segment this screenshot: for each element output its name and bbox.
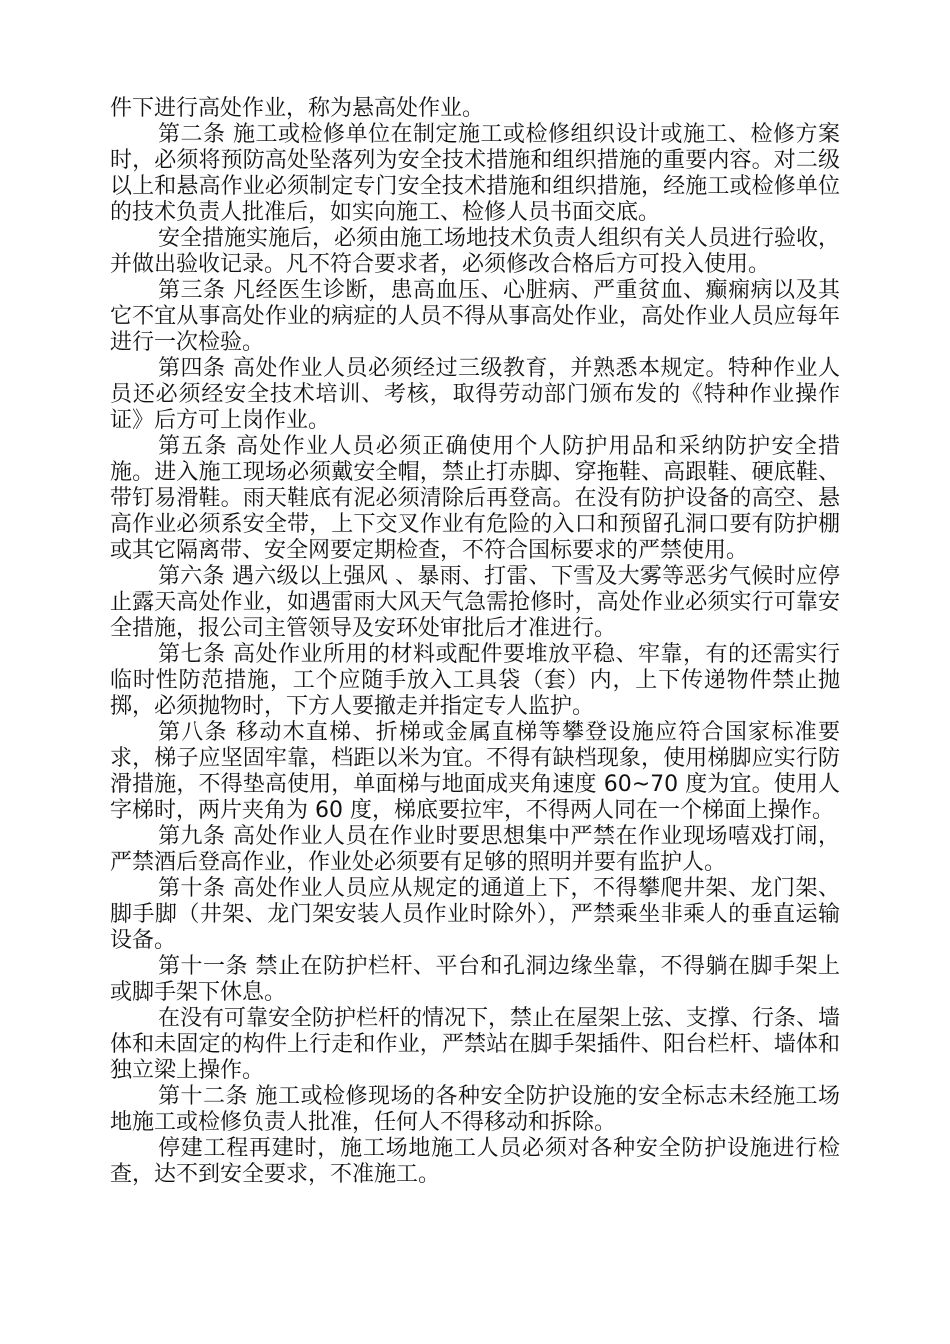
paragraph-article-8: 第八条 移动木直梯、折梯或金属直梯等攀登设施应符合国家标准要求，梯子应坚固牢靠，档距以米为宜。不得有缺档现象，使用梯脚应实行防滑措施，不得垫高使用，单面梯与地面成夹角速度 60~70 度为宜。使用人字梯时，两片夹角为 60 度，梯底要拉牢，不得两人同在一个梯面上操作。 (110, 720, 840, 823)
paragraph-article-7: 第七条 高处作业所用的材料或配件要堆放平稳、牢靠，有的还需实行临时性防范措施，工个应随手放入工具袋（套）内，上下传递物件禁止抛掷，必须抛物时，下方人要撤走并指定专人监护。 (110, 642, 840, 719)
paragraph-article-11: 第十一条 禁止在防护栏杆、平台和孔洞边缘坐靠，不得躺在脚手架上或脚手架下休息。 (110, 954, 840, 1005)
paragraph-article-9: 第九条 高处作业人员在作业时要思想集中严禁在作业现场嘻戏打闹，严禁酒后登高作业，作业处必须要有足够的照明并要有监护人。 (110, 824, 840, 875)
paragraph-article-12: 第十二条 施工或检修现场的各种安全防护设施的安全标志未经施工场地施工或检修负责人批准，任何人不得移动和拆除。 (110, 1084, 840, 1135)
paragraph-article-10: 第十条 高处作业人员应从规定的通道上下，不得攀爬井架、龙门架、脚手脚（井架、龙门架安装人员作业时除外），严禁乘坐非乘人的垂直运输设备。 (110, 876, 840, 953)
paragraph-article-5: 第五条 高处作业人员必须正确使用个人防护用品和采纳防护安全措施。进入施工现场必须戴安全帽，禁止打赤脚、穿拖鞋、高跟鞋、硬底鞋、带钉易滑鞋。雨天鞋底有泥必须清除后再登高。在没有防护设备的高空、悬高作业必须系安全带，上下交叉作业有危险的入口和预留孔洞口要有防护棚或其它隔离带、安全网要定期检查，不符合国标要求的严禁使用。 (110, 434, 840, 563)
paragraph-guardrail: 在没有可靠安全防护栏杆的情况下，禁止在屋架上弦、支撑、行条、墙体和未固定的构件上行走和作业，严禁站在脚手架插件、阳台栏杆、墙体和独立梁上操作。 (110, 1006, 841, 1083)
paragraph-article-2: 第二条 施工或检修单位在制定施工或检修组织设计或施工、检修方案时，必须将预防高处坠落列为安全技术措施和组织措施的重要内容。对二级以上和悬高作业必须制定专门安全技术措施和组织措施，经施工或检修单位的技术负责人批准后，如实向施工、检修人员书面交底。 (110, 122, 840, 225)
paragraph-resumption: 停建工程再建时，施工场地施工人员必须对各种安全防护设施进行检查，达不到安全要求，不准施工。 (110, 1136, 840, 1187)
document-page (110, 96, 840, 1188)
paragraph-continuation: 件下进行高处作业，称为悬高处作业。 (110, 96, 485, 121)
paragraph-article-6: 第六条 遇六级以上强风 、暴雨、打雷、下雪及大雾等恶劣气候时应停止露天高处作业，如遇雷雨大风天气急需抢修时，高处作业必须实行可靠安全措施，报公司主管领导及安环处审批后才准进行。 (110, 564, 840, 641)
paragraph-article-3: 第三条 凡经医生诊断，患高血压、心脏病、严重贫血、癫痫病以及其它不宜从事高处作业的病症的人员不得从事高处作业，高处作业人员应每年进行一次检验。 (110, 278, 840, 355)
paragraph-acceptance: 安全措施实施后，必须由施工场地技术负责人组织有关人员进行验收，并做出验收记录。凡不符合要求者，必须修改合格后方可投入使用。 (110, 226, 841, 277)
paragraph-article-4: 第四条 高处作业人员必须经过三级教育，并熟悉本规定。特种作业人员还必须经安全技术培训、考核，取得劳动部门颁布发的《特种作业操作证》后方可上岗作业。 (110, 356, 840, 433)
